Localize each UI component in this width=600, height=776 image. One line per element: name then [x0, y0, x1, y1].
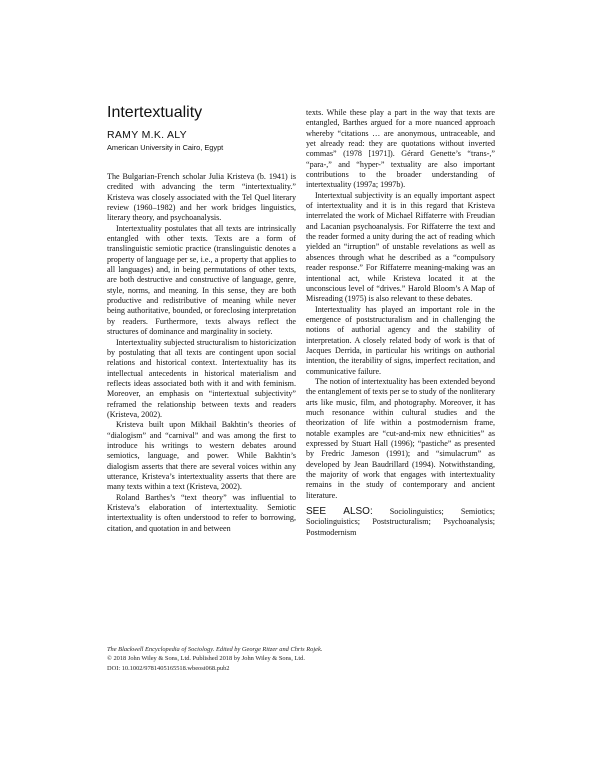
author-affiliation: American University in Cairo, Egypt	[107, 143, 224, 152]
footer-line: © 2018 John Wiley & Sons, Ltd. Published 2018 by John Wiley & Sons, Ltd.	[107, 655, 305, 663]
paragraph: Intertextuality postulates that all texts are intrinsically entangled with other texts. Texts are a form of translinguistic semiotic practice (translinguistic denotes a property of language per se, i.e., a property that applies to all languages) and, in being permutations of other texts, are both destructive and constructive of language, genre, style, norms, and meaning. In this sense, they are both productive and redistributive of meaning while never being authoritative, bounded, or foreclosing interpretation by readers. Furthermore, texts always reflect the structures of dominance and marginality in society.	[107, 223, 296, 337]
see-also-heading: SEE ALSO:	[306, 506, 373, 518]
see-also	[306, 507, 495, 538]
paragraph: texts. While these play a part in the way that texts are entangled, Barthes argued for a more nuanced approach whereby “citations … are anonymous, untraceable, and yet already read: they are quotations without inverted commas” (1978 [1971]). Gérard Genette’s “trans-,” “para-,” and “hyper-” textuality are also important contributions to the broader understanding of intertextuality (1997a; 1997b).	[306, 108, 495, 190]
paragraph: Intertextual subjectivity is an equally important aspect of intertextuality and it is in this regard that Kristeva interrelated the work of Michael Riffaterre with Freudian and Lacanian psychoanalysis. For Riffaterre the text and the reader formed a unity during the act of reading which yielded an “irruption” of unstable revelations as well as absences through what he described as a “compulsory reader response.” For Riffaterre meaning-making was an intentional act, while Kristeva located it at the unconscious level of “drives.” Harold Bloom’s A Map of Misreading (1975) is also relevant to these debates.	[306, 190, 495, 304]
left-column	[107, 172, 296, 534]
paragraph: The notion of intertextuality has been extended beyond the entanglement of texts per se to study of the nonliterary arts like music, film, and photography. Moreover, it has much resonance within cultural studies and the theorization of life within a postmodernism frame, notable examples are “cut-and-mix new ethnicities” as expressed by Stuart Hall (1996); “pastiche” as presented by Fredric Jameson (1991); and “simulacrum” as developed by Jean Baudrillard (1994). Notwithstanding, the majority of work that engages with intertextuality remains in the study of contemporary and ancient literature.	[306, 376, 495, 500]
citation-footer	[107, 645, 322, 673]
paragraph: Kristeva built upon Mikhail Bakhtin’s theories of “dialogism” and “carnival” and was among the first to introduce his writings to western debates around semiotics, language, and power. While Bakhtin’s dialogism asserts that there are several voices within any utterance, Kristeva’s intertextuality asserts that there are many texts within a text (Kristeva, 2002).	[107, 420, 296, 492]
paragraph: The Bulgarian-French scholar Julia Kristeva (b. 1941) is credited with advancing the term “intertextuality.” Kristeva was closely associated with the Tel Quel literary review (1960–1982) and her work bridges linguistics, literary theory, and psychoanalysis.	[107, 172, 296, 223]
article-author: RAMY M.K. ALY	[107, 129, 187, 141]
paragraph: Intertextuality subjected structuralism to historicization by postulating that all texts are contingent upon social relations and historical context. Intertextuality has its intellectual antecedents in historical materialism and reflects ideas associated both with it and with feminism. Moreover, an emphasis on “intertextual subjectivity” reframed the relationship between texts and readers (Kristeva, 2002).	[107, 337, 296, 419]
article-title: Intertextuality	[107, 104, 203, 121]
see-also-links[interactable]: Sociolinguistics; Semiotics; Sociolinguistics; Poststructuralism; Psychoanalysis; Postmodernism	[306, 507, 495, 537]
doi-line: DOI: 10.1002/9781405165518.wbeosi068.pub2	[107, 664, 230, 672]
paragraph: Roland Barthes’s “text theory” was influential to Kristeva’s elaboration of intertextuality. Semiotic intertextuality is often understood to refer to borrowing, citation, and quotation in and between	[107, 492, 296, 533]
right-column	[306, 108, 495, 538]
footer-line: The Blackwell Encyclopedia of Sociology. Edited by George Ritzer and Chris Rojek.	[107, 646, 323, 653]
paragraph: Intertextuality has played an important role in the emergence of poststructuralism and in challenging the notions of authorial agency and the stability of interpretation. A closely related body of work is that of Jacques Derrida, in particular his writings on authorial intention, the iterability of signs, imperfect recitation, and communicative failure.	[306, 304, 495, 376]
